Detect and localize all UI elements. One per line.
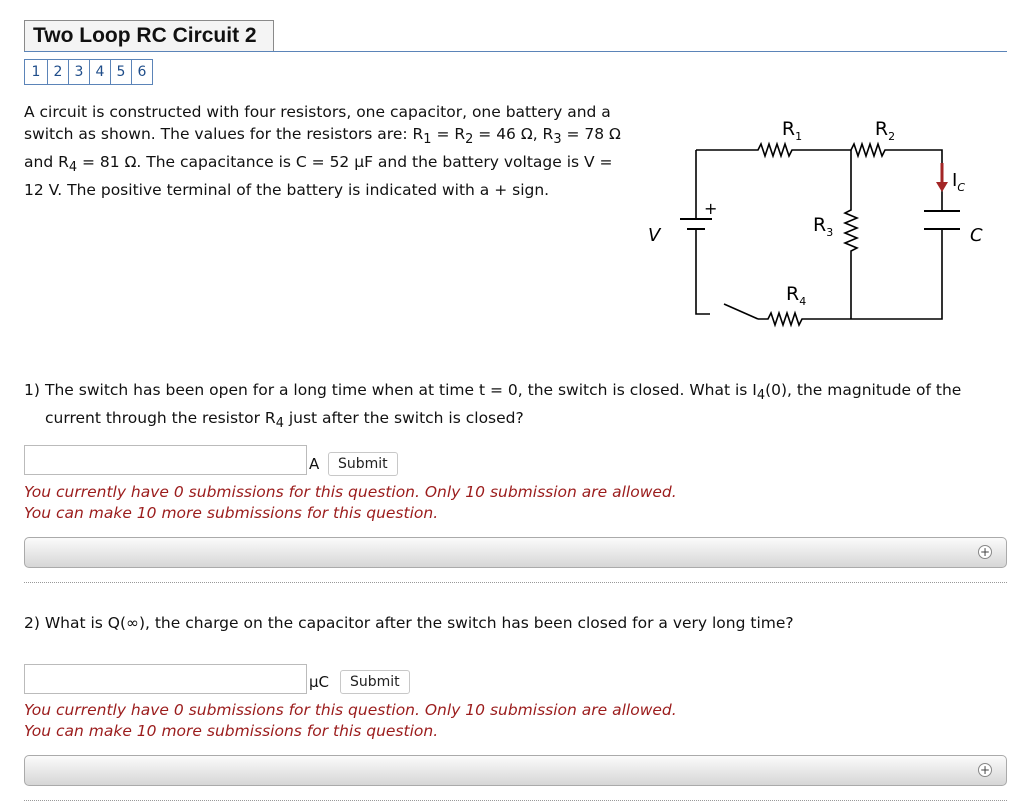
battery-v-label: V — [648, 225, 661, 246]
tab-6[interactable]: 6 — [131, 59, 153, 85]
problem-statement: A circuit is constructed with four resistors, one capacitor, one battery and a switch as shown. The values for the resistors are: $R_1 = R_2 = 46$ Ω, $R_3 = 78$ Ω and $R_4 = 81$ Ω. The capacitance is C = 52 μF and the battery voltage is V = 12 V. The positive terminal of the battery is indicated with a + sign. — [24, 103, 621, 200]
question-1-number: 1) — [24, 381, 40, 399]
bottom-wire — [758, 229, 942, 325]
r3-label: $R_3$ — [813, 214, 834, 239]
expand-bar-1[interactable] — [24, 537, 1007, 568]
question-1-text: The switch has been open for a long time when at time t = 0, the switch is closed. What is $I_4(0)$, the magnitude of the current through the resistor $R_4$ just after the switch is closed? — [45, 381, 962, 432]
tab-4[interactable]: 4 — [89, 59, 111, 85]
top-wire — [696, 144, 942, 211]
middle-wire — [845, 150, 857, 319]
capacitor-c-label: C — [970, 225, 983, 246]
submit-button-1[interactable]: Submit — [328, 452, 398, 476]
section-divider-2 — [24, 800, 1007, 801]
page-title: Two Loop RC Circuit 2 — [24, 20, 274, 52]
tab-2[interactable]: 2 — [47, 59, 69, 85]
r2-label: $R_2$ — [874, 118, 896, 143]
circuit-diagram — [640, 108, 1000, 333]
tab-3[interactable]: 3 — [68, 59, 90, 85]
answer-input-2[interactable] — [24, 664, 307, 694]
left-lower-wire — [696, 229, 710, 314]
submission-message-1: You currently have 0 submissions for this question. Only 10 submission are allowed. — [24, 483, 677, 501]
remaining-message-1: You can make 10 more submissions for this question. — [24, 504, 439, 522]
plus-circle-icon[interactable]: + — [979, 763, 991, 777]
plus-circle-icon[interactable]: + — [979, 545, 991, 559]
current-arrow-head — [936, 182, 948, 192]
remaining-message-2: You can make 10 more submissions for this question. — [24, 722, 439, 740]
r1-label: $R_1$ — [781, 118, 803, 143]
answer-input-1[interactable] — [24, 445, 307, 475]
section-divider-1 — [24, 582, 1007, 583]
tab-1[interactable]: 1 — [24, 59, 48, 85]
r4-label: $R_4$ — [786, 283, 807, 308]
unit-label-2: μC — [309, 673, 330, 691]
unit-label-1: A — [309, 455, 320, 473]
question-2-text: 2) What is Q(∞), the charge on the capacitor after the switch has been closed for a very long time? — [24, 614, 794, 632]
ic-label: $I_C$ — [952, 170, 965, 194]
battery-plus-label: + — [704, 199, 718, 218]
switch-blade — [724, 304, 758, 319]
title-divider — [24, 51, 1007, 52]
question-tabs — [24, 59, 152, 85]
expand-bar-2[interactable] — [24, 755, 1007, 786]
submit-button-2[interactable]: Submit — [340, 670, 410, 694]
tab-5[interactable]: 5 — [110, 59, 132, 85]
submission-message-2: You currently have 0 submissions for this question. Only 10 submission are allowed. — [24, 701, 677, 719]
question-1 — [24, 379, 1009, 435]
